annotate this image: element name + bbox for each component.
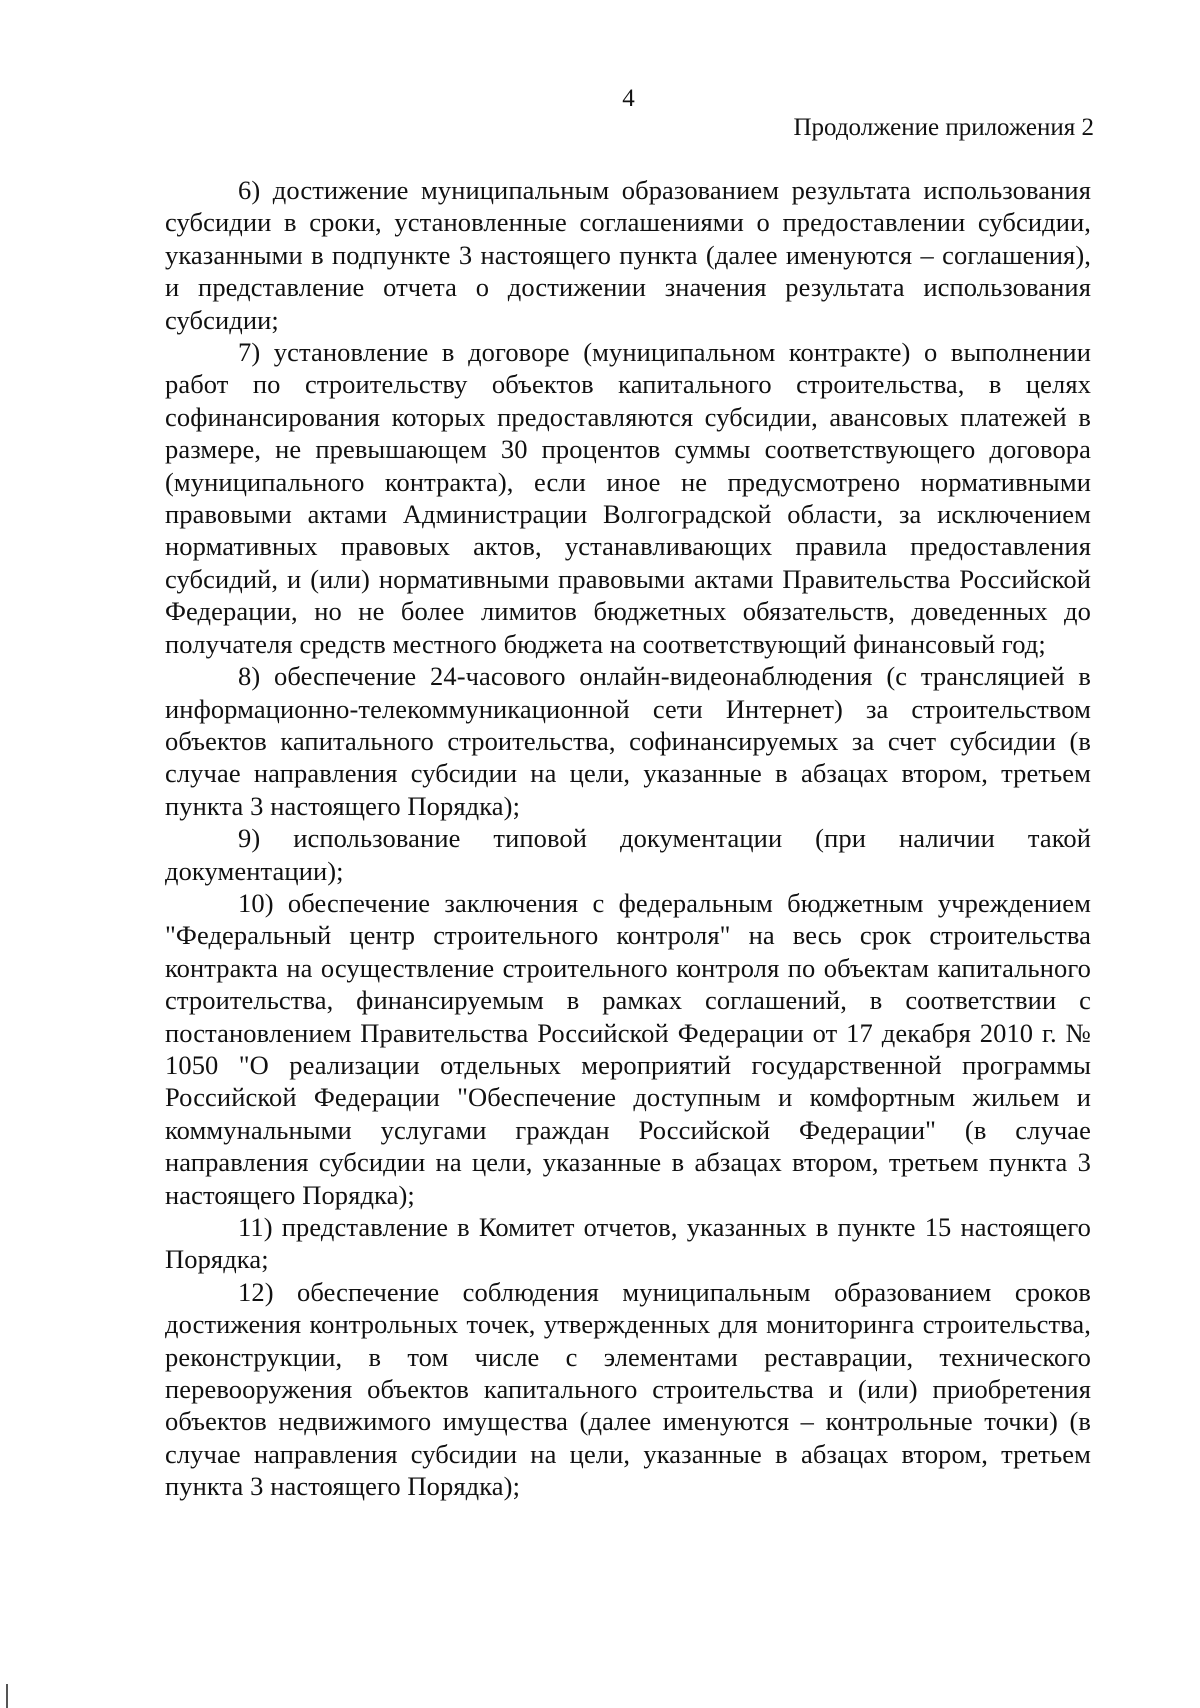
paragraph-item-6: 6) достижение муниципальным образованием результата использования субсидии в сроки, установленные соглашениями о предоставлении субсидии, указанными в подпункте 3 настоящего пункта (далее именуются – соглашения), и представление отчета о достижении значения результата использования субсидии; xyxy=(165,175,1091,335)
paragraph-item-8: 8) обеспечение 24-часового онлайн-видеонаблюдения (с трансляцией в информационно-телекоммуникационной сети Интернет) за строительством объектов капитального строительства, софинансируемых за счет субсидии (в случае направления субсидии на цели, указанные в абзацах втором, третьем пункта 3 настоящего Порядка); xyxy=(165,661,1091,821)
paragraph-item-10: 10) обеспечение заключения с федеральным бюджетным учреждением "Федеральный центр строительного контроля" на весь срок строительства контракта на осуществление строительного контроля по объектам капитального строительства, финансируемым в рамках соглашений, в соответствии с постановлением Правительства Российской Федерации от 17 декабря 2010 г. № 1050 "О реализации отдельных мероприятий государственной программы Российской Федерации "Обеспечение доступным и комфортным жильем и коммунальными услугами граждан Российской Федерации" (в случае направления субсидии на цели, указанные в абзацах втором, третьем пункта 3 настоящего Порядка); xyxy=(165,887,1091,1210)
paragraph-item-12: 12) обеспечение соблюдения муниципальным образованием сроков достижения контрольных точек, утвержденных для мониторинга строительства, реконструкции, в том числе с элементами реставрации, технического перевооружения объектов капитального строительства и (или) приобретения объектов недвижимого имущества (далее именуются – контрольные точки) (в случае направления субсидии на цели, указанные в абзацах втором, третьем пункта 3 настоящего Порядка); xyxy=(165,1276,1091,1502)
paragraph-item-7: 7) установление в договоре (муниципальном контракте) о выполнении работ по строительству объектов капитального строительства, в целях софинансирования которых предоставляются субсидии, авансовых платежей в размере, не превышающем 30 процентов суммы соответствующего договора (муниципального контракта), если иное не предусмотрено нормативными правовыми актами Администрации Волгоградской области, за исключением нормативных правовых актов, устанавливающих правила предоставления субсидий, и (или) нормативными правовыми актами Правительства Российской Федерации, но не более лимитов бюджетных обязательств, доведенных до получателя средств местного бюджета на соответствующий финансовый год; xyxy=(165,337,1091,659)
paragraph-item-9: 9) использование типовой документации (при наличии такой документации); xyxy=(165,823,1091,886)
scan-edge-mark xyxy=(6,1684,8,1708)
paragraph-item-11: 11) представление в Комитет отчетов, указанных в пункте 15 настоящего Порядка; xyxy=(165,1212,1091,1275)
annex-continuation-label: Продолжение приложения 2 xyxy=(793,114,1094,141)
document-body xyxy=(165,174,1091,1503)
page-number: 4 xyxy=(622,85,635,112)
